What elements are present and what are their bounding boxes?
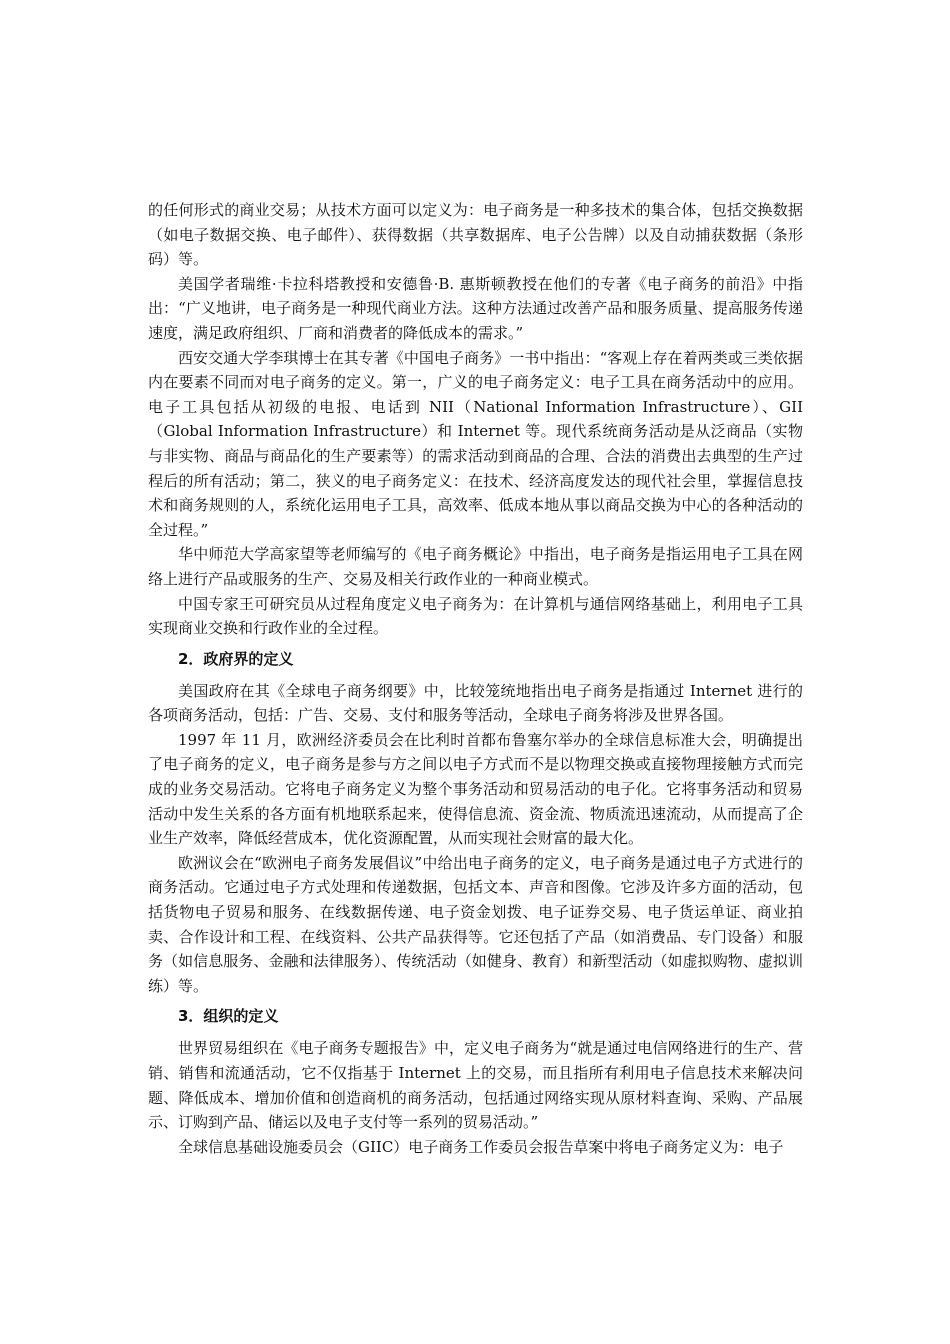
document-page	[148, 198, 803, 1159]
paragraph-wangke: 中国专家王可研究员从过程角度定义电子商务为：在计算机与通信网络基础上，利用电子工具实现商业交换和行政作业的全过程。	[148, 594, 803, 638]
paragraph-european-commission: 1997 年 11 月，欧洲经济委员会在比利时首都布鲁塞尔举办的全球信息标准大会，明确提出了电子商务的定义，电子商务是参与方之间以电子方式而不是以物理交换或直接物理接触方式而完成的业务交易活动。它将电子商务定义为整个事务活动和贸易活动的电子化。它将事务活动和贸易活动中发生关系的各方面有机地联系起来，使得信息流、资金流、物质流迅速流动，从而提高了企业生产效率，降低经营成本，优化资源配置，从而实现社会财富的最大化。	[148, 730, 803, 848]
section-heading-government: 2．政府界的定义	[178, 649, 294, 668]
paragraph-huazhong: 华中师范大学高家望等老师编写的《电子商务概论》中指出，电子商务是指运用电子工具在网络上进行产品或服务的生产、交易及相关行政作业的一种商业模式。	[148, 545, 803, 588]
paragraph-giic: 全球信息基础设施委员会（GIIC）电子商务工作委员会报告草案中将电子商务定义为：电子	[178, 1137, 784, 1156]
paragraph-kalakota: 美国学者瑞维·卡拉科塔教授和安德鲁·B. 惠斯顿教授在他们的专著《电子商务的前沿》中指出：“广义地讲，电子商务是一种现代商业方法。这种方法通过改善产品和服务质量、提高服务传递速度，满足政府组织、厂商和消费者的降低成本的需求。”	[148, 274, 803, 342]
paragraph-us-government: 美国政府在其《全球电子商务纲要》中，比较笼统地指出电子商务是指通过 Internet 进行的各项商务活动，包括：广告、交易、支付和服务等活动，全球电子商务将涉及世界各国。	[148, 681, 803, 725]
paragraph-european-parliament: 欧洲议会在“欧洲电子商务发展倡议”中给出电子商务的定义，电子商务是通过电子方式进行的商务活动。它通过电子方式处理和传递数据，包括文本、声音和图像。它涉及许多方面的活动，包括货物电子贸易和服务、在线数据传递、电子资金划拨、电子证券交易、电子货运单证、商业拍卖、合作设计和工程、在线资料、公共产品获得等。它还包括了产品（如消费品、专门设备）和服务（如信息服务、金融和法律服务）、传统活动（如健身、教育）和新型活动（如虚拟购物、虚拟训练）等。	[148, 853, 803, 995]
section-heading-organization: 3．组织的定义	[178, 1007, 279, 1026]
paragraph-wto: 世界贸易组织在《电子商务专题报告》中，定义电子商务为“就是通过电信网络进行的生产、营销、销售和流通活动，它不仅指基于 Internet 上的交易，而且指所有利用电子信息技术来解决问题、降低成本、增加价值和创造商机的商务活动，包括通过网络实现从原材料查询、采购、产品展示、订购到产品、储运以及电子支付等一系列的贸易活动。”	[148, 1039, 803, 1132]
paragraph-liqi: 西安交通大学李琪博士在其专著《中国电子商务》一书中指出：“客观上存在着两类或三类依据内在要素不同而对电子商务的定义。第一，广义的电子商务定义：电子工具在商务活动中的应用。电子工具包括从初级的电报、电话到 NII（National Information Infrastructure）、GII（Global Information Infrastructure）和 Internet 等。现代系统商务活动是从泛商品（实物与非实物、商品与商品化的生产要素等）的需求活动到商品的合理、合法的消费出去典型的生产过程后的所有活动；第二，狭义的电子商务定义：在技术、经济高度发达的现代社会里，掌握信息技术和商务规则的人，系统化运用电子工具，高效率、低成本地从事以商品交换为中心的各种活动的全过程。”	[148, 348, 803, 539]
paragraph-continuation: 的任何形式的商业交易；从技术方面可以定义为：电子商务是一种多技术的集合体，包括交换数据（如电子数据交换、电子邮件）、获得数据（共享数据库、电子公告牌）以及自动捕获数据（条形码）等。	[148, 201, 803, 269]
